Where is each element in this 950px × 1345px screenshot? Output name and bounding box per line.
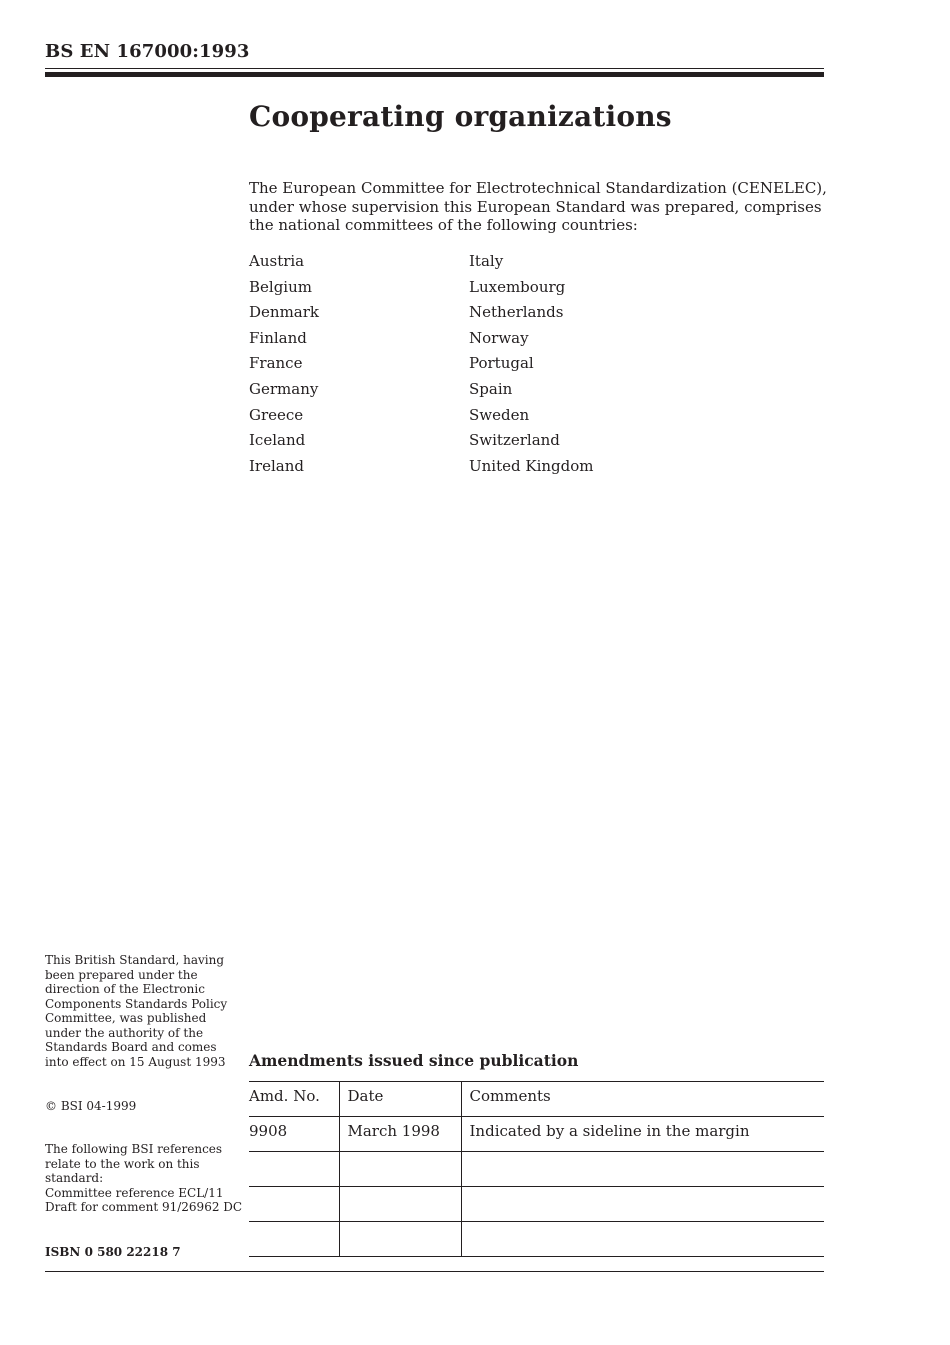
country-row bbox=[249, 457, 824, 483]
country-row bbox=[249, 431, 824, 457]
bsi-references bbox=[45, 1142, 245, 1215]
header-rule-thin bbox=[45, 68, 824, 69]
country-name: Switzerland bbox=[469, 431, 560, 450]
isbn: ISBN 0 580 22218 7 bbox=[45, 1245, 181, 1259]
country-row bbox=[249, 303, 824, 329]
document-id: BS EN 167000:1993 bbox=[45, 41, 250, 62]
country-name: Denmark bbox=[249, 303, 319, 322]
comments-cell bbox=[461, 1187, 824, 1222]
country-row bbox=[249, 329, 824, 355]
amd-no-cell: 9908 bbox=[249, 1117, 339, 1152]
country-name: Greece bbox=[249, 405, 304, 424]
country-name: France bbox=[249, 354, 303, 373]
publication-note: This British Standard, having been prepared under the direction of the Electronic Components Standards Policy Committee, was published under the authority of the Standards Board and comes into effect on 15 August 1993 bbox=[45, 953, 228, 1069]
country-name: Germany bbox=[249, 379, 319, 398]
date-cell bbox=[339, 1222, 461, 1257]
country-name: United Kingdom bbox=[469, 456, 594, 475]
country-name: Spain bbox=[469, 379, 513, 398]
amd-no-cell bbox=[249, 1222, 339, 1257]
country-name: Belgium bbox=[249, 277, 312, 296]
amd-no-cell bbox=[249, 1152, 339, 1187]
table-row bbox=[249, 1222, 824, 1257]
country-row bbox=[249, 278, 824, 304]
country-name: Portugal bbox=[469, 354, 534, 373]
country-name: Luxembourg bbox=[469, 277, 566, 296]
page-title: Cooperating organizations bbox=[249, 100, 672, 133]
header-rule-thick bbox=[45, 72, 824, 77]
country-row bbox=[249, 406, 824, 432]
date-cell bbox=[339, 1187, 461, 1222]
table-header-row bbox=[249, 1082, 824, 1117]
draft-reference: Draft for comment 91/26962 DC bbox=[45, 1200, 243, 1214]
country-name: Iceland bbox=[249, 431, 306, 450]
comments-cell: Indicated by a sideline in the margin bbox=[461, 1117, 824, 1152]
country-name: Austria bbox=[249, 252, 305, 270]
copyright-notice: © BSI 04-1999 bbox=[45, 1099, 137, 1113]
footer-rule bbox=[45, 1271, 824, 1272]
column-header-amd-no: Amd. No. bbox=[249, 1082, 339, 1117]
table-row bbox=[249, 1187, 824, 1222]
country-row bbox=[249, 380, 824, 406]
comments-cell bbox=[461, 1152, 824, 1187]
comments-cell bbox=[461, 1222, 824, 1257]
country-name: Netherlands bbox=[469, 303, 564, 322]
table-row bbox=[249, 1117, 824, 1152]
country-name: Finland bbox=[249, 328, 307, 347]
date-cell: March 1998 bbox=[339, 1117, 461, 1152]
country-row bbox=[249, 252, 824, 278]
column-header-date: Date bbox=[339, 1082, 461, 1117]
country-name: Sweden bbox=[469, 405, 530, 424]
amendments-heading: Amendments issued since publication bbox=[249, 1051, 579, 1070]
amd-no-cell bbox=[249, 1187, 339, 1222]
country-name: Norway bbox=[469, 328, 529, 347]
country-list bbox=[249, 252, 824, 482]
date-cell bbox=[339, 1152, 461, 1187]
column-header-comments: Comments bbox=[461, 1082, 824, 1117]
references-intro: The following BSI references relate to the work on this standard: bbox=[45, 1142, 223, 1185]
country-row bbox=[249, 354, 824, 380]
intro-paragraph: The European Committee for Electrotechnical Standardization (CENELEC), under whose supervision this European Standard was prepared, comprises the national committees of the following countries: bbox=[249, 179, 827, 234]
amendments-table bbox=[249, 1081, 824, 1257]
country-name: Ireland bbox=[249, 456, 304, 475]
table-row bbox=[249, 1152, 824, 1187]
committee-reference: Committee reference ECL/11 bbox=[45, 1185, 224, 1200]
country-name: Italy bbox=[469, 252, 504, 270]
